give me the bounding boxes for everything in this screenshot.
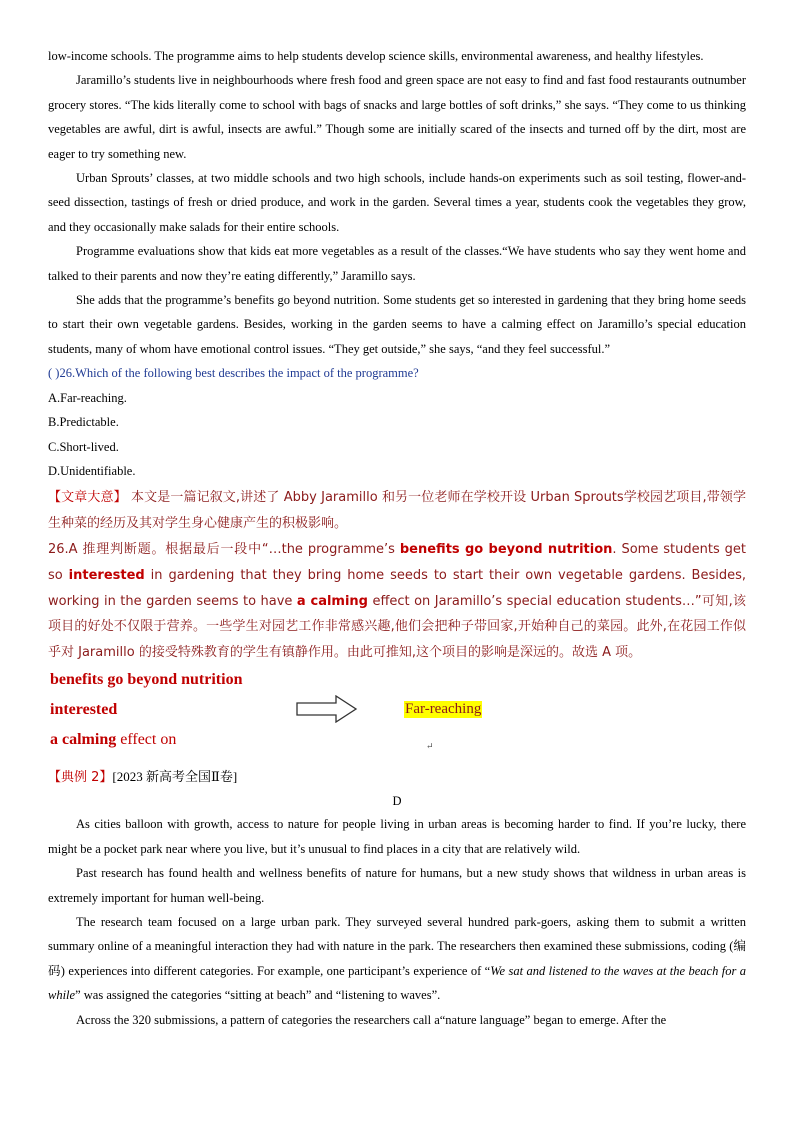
summary-text: 本文是一篇记叙文,讲述了 Abby Jaramillo 和另一位老师在学校开设 Urban Sprouts学校园艺项目,带领学生种菜的经历及其对学生身心健康产生的积极影响。 xyxy=(48,490,746,532)
answer-part: effect on Jaramillo’s special education students…”可知,该项目的好处不仅限于营养。一些学生对园艺工作非常感兴趣,他们会把种子带回家,开始种自己的菜园。此外,在花园工作似乎对 Jaramillo 的接受特殊教育的学生有镇静作用。由此可推知,这个项目的影响是深远的。故选 A 项。 xyxy=(48,593,747,660)
passage-paragraph: low-income schools. The programme aims to help students develop science skills, environmental awareness, and healthy lifestyles. xyxy=(48,49,704,63)
keyword-calming-rest: effect on xyxy=(116,731,177,749)
answer-part: 26.A 推理判断题。根据最后一段中“…the programme’s xyxy=(48,542,400,558)
passage-quote: We sat and listened to the waves at the beach for a while xyxy=(48,963,746,1003)
answer-keyword: a calming xyxy=(296,593,368,609)
answer-part: . Some students get so xyxy=(48,542,746,583)
question-stem: ( )26.Which of the following best describes the impact of the programme? xyxy=(48,366,419,381)
passage-part: ” was assigned the categories “sitting at beach” and “listening to waves”. xyxy=(75,988,441,1003)
option-a: A.Far-reaching. xyxy=(48,390,127,405)
document-content xyxy=(48,44,746,1032)
passage-paragraph: As cities balloon with growth, access to nature for people living in urban areas is becoming harder to find. If you’re lucky, there might be a pocket park near where you live, but it’s unusual to find places in a city that are relatively wild. xyxy=(48,817,746,856)
result-highlight: Far-reaching xyxy=(405,701,482,718)
option-b: B.Predictable. xyxy=(48,415,119,430)
example-label: 【典例 2】 xyxy=(48,770,113,786)
keyword-calming xyxy=(50,731,176,749)
option-d: D.Unidentifiable. xyxy=(48,463,136,478)
keyword-diagram xyxy=(48,669,746,765)
passage-paragraph: Past research has found health and wellness benefits of nature for humans, but a new study shows that wildness in urban areas is extremely important for human well-being. xyxy=(48,866,746,905)
answer-explanation xyxy=(48,537,746,665)
right-arrow-icon xyxy=(296,695,358,723)
summary-label: 【文章大意】 xyxy=(48,490,127,506)
answer-keyword: benefits go beyond nutrition xyxy=(399,542,613,558)
example-source: [2023 新高考全国Ⅱ卷] xyxy=(112,769,238,785)
passage-letter: D xyxy=(392,794,402,809)
keyword-benefits: benefits go beyond nutrition xyxy=(50,671,243,689)
keyword-calming-bold: a calming xyxy=(50,731,117,749)
passage-paragraph: Programme evaluations show that kids eat more vegetables as a result of the classes.“We have students who say they went home and talked to their parents and now they’re eating differently,” Jaramillo says. xyxy=(48,244,746,283)
passage-part: The research team focused on a large urban park. They surveyed several hundred park-goers, asking them to submit a written summary online of a meaningful interaction they had with nature in the park. The researchers then examined these submissions, coding (编码) experiences into different categories. For example, one participant’s experience of “ xyxy=(48,914,746,978)
summary xyxy=(48,485,746,537)
passage-paragraph: She adds that the programme’s benefits go beyond nutrition. Some students get so interested in gardening that they bring home seeds to start their own vegetable gardens. Besides, working in the garden seems to have a calming effect on Jaramillo’s special education students, many of whom have emotional control issues. “They get outside,” she says, “and they feel successful.” xyxy=(48,293,746,356)
option-c: C.Short-lived. xyxy=(48,439,119,454)
keyword-interested: interested xyxy=(50,701,118,719)
answer-part: in gardening that they bring home seeds to start their own vegetable gardens. Besides, working in the garden seems to have xyxy=(48,567,746,609)
passage-paragraph: Across the 320 submissions, a pattern of categories the researchers call a“nature language” began to emerge. After the xyxy=(76,1012,667,1027)
paragraph-mark: ↵ xyxy=(426,741,434,752)
passage-paragraph: Jaramillo’s students live in neighbourhoods where fresh food and green space are not easy to find and fast food restaurants outnumber grocery stores. “The kids literally come to school with bags of snacks and large bottles of soft drinks,” she says. “They come to us thinking vegetables are awful, dirt is awful, insects are awful.” Though some are initially scared of the insects and turned off by the dirt, most are eager to try something new. xyxy=(48,73,746,161)
passage-paragraph xyxy=(48,910,746,1008)
answer-text xyxy=(48,537,746,665)
passage-paragraph: Urban Sprouts’ classes, at two middle schools and two high schools, include hands-on experiments such as soil testing, flower-and-seed dissection, tastings of fresh or dried produce, and work in the garden. Several times a year, students cook the vegetables they grow, and they occasionally make salads for their entire schools. xyxy=(48,171,746,234)
example-heading xyxy=(48,765,746,790)
answer-keyword: interested xyxy=(68,567,145,583)
